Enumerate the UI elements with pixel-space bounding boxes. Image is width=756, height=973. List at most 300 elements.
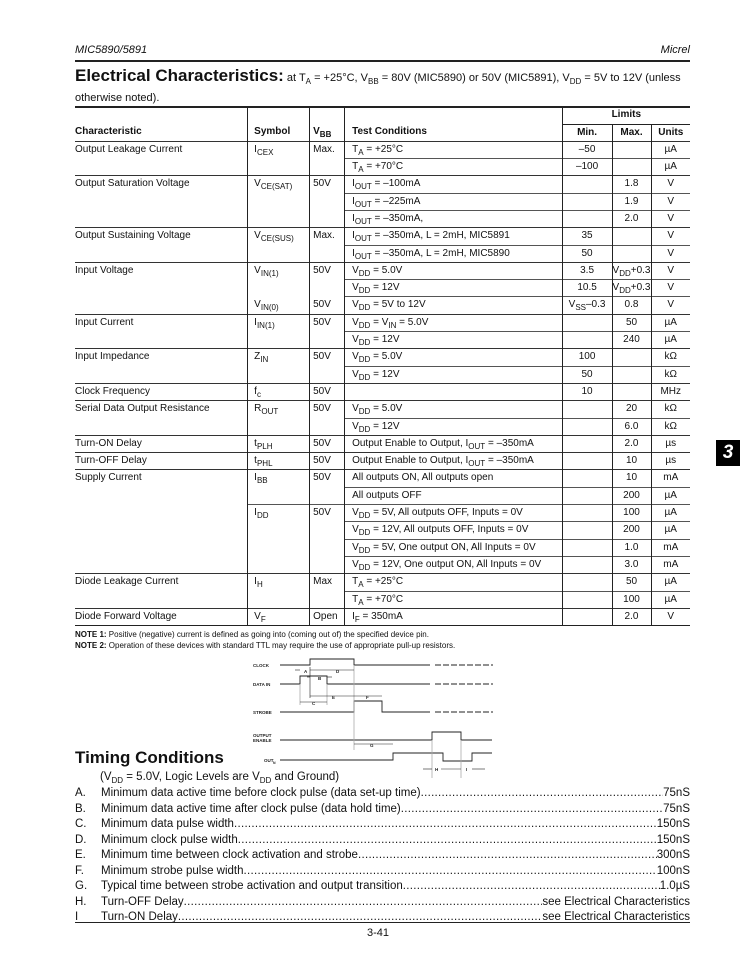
timing-conditions-title: Timing Conditions [75, 748, 224, 767]
max-cell [612, 228, 651, 245]
max-cell: 50 [612, 314, 651, 331]
timing-conditions-subtitle: ($V_{DD} = 5.0V$, Logic Levels are $V_{DD}$ and Ground) [100, 771, 340, 785]
section-title-bold: Electrical Characteristics: [75, 66, 284, 85]
test-conditions-cell: $T_A = +70^\circ C$ [345, 591, 563, 608]
min-cell: 50 [562, 366, 612, 383]
test-conditions-cell: $T_A = +70^\circ C$ [345, 159, 563, 176]
symbol-cell: $V_{IN(0)}$ [248, 297, 310, 314]
characteristic-cell: Input Voltage [75, 262, 248, 279]
table-row [75, 210, 690, 227]
min-cell [562, 591, 612, 608]
min-cell: 50 [562, 245, 612, 262]
max-cell: 10 [612, 470, 651, 487]
min-cell: 100 [562, 349, 612, 366]
test-conditions-cell: $T_A = +25^\circ C$ [345, 141, 563, 158]
test-conditions-cell: $V_{DD} = 5.0V$ [345, 262, 563, 279]
svg-text:ENABLE: ENABLE [253, 738, 272, 743]
leader-dots [401, 802, 663, 818]
svg-text:C: C [312, 701, 316, 706]
units-cell: V [651, 262, 690, 279]
timing-item-letter: D. [75, 833, 87, 846]
table-row [75, 487, 690, 504]
units-cell: mA [651, 470, 690, 487]
units-cell: V [651, 297, 690, 314]
table-row [75, 193, 690, 210]
units-cell: µA [651, 574, 690, 591]
min-cell: 10.5 [562, 280, 612, 297]
col-units: Units [651, 124, 690, 141]
col-characteristic: Characteristic [75, 126, 142, 137]
characteristic-cell: Diode Forward Voltage [75, 608, 248, 625]
test-conditions-cell: $I_F = 350mA$ [345, 608, 563, 625]
units-cell: µA [651, 505, 690, 522]
characteristic-cell: Diode Leakage Current [75, 574, 248, 591]
test-conditions-cell: $I_{OUT} = -350mA$, [345, 210, 563, 227]
test-conditions-cell: $I_{OUT} = -100mA$ [345, 176, 563, 193]
leader-dots [234, 817, 657, 833]
timing-item-value: 300nS [656, 849, 690, 861]
table-row [75, 349, 690, 366]
symbol-cell [248, 332, 310, 349]
col-min: Min. [562, 124, 612, 141]
timing-item [75, 910, 690, 926]
symbol-cell: $V_{IN(1)}$ [248, 262, 310, 279]
max-cell: 1.9 [612, 193, 651, 210]
units-cell: V [651, 228, 690, 245]
characteristic-cell [75, 297, 248, 314]
col-test-conditions: Test Conditions [345, 124, 563, 141]
units-cell: V [651, 210, 690, 227]
leader-dots [421, 786, 664, 802]
svg-text:E: E [332, 695, 336, 700]
test-conditions-cell: $V_{DD} = 5.0V$ [345, 401, 563, 418]
table-row [75, 435, 690, 452]
limits-header: Limits [562, 107, 690, 124]
table-row [75, 574, 690, 591]
table-row [75, 280, 690, 297]
units-cell: kΩ [651, 366, 690, 383]
vbb-cell [310, 366, 345, 383]
svg-text:OUTPUT: OUTPUT [253, 733, 272, 738]
table-bottom-rule [75, 625, 690, 626]
timing-item-text: Turn-ON Delay [101, 911, 178, 923]
max-cell: 240 [612, 332, 651, 349]
max-cell: 2.0 [612, 435, 651, 452]
vbb-cell: 50V [310, 262, 345, 279]
table-row [75, 297, 690, 314]
symbol-cell: $f_c$ [248, 383, 310, 400]
min-cell: 35 [562, 228, 612, 245]
leader-dots [238, 833, 657, 849]
vbb-cell: Max [310, 574, 345, 591]
symbol-cell [248, 210, 310, 227]
units-cell: µA [651, 487, 690, 504]
svg-text:CLOCK: CLOCK [253, 663, 269, 668]
vbb-cell [310, 193, 345, 210]
table-row [75, 522, 690, 539]
units-cell: µA [651, 522, 690, 539]
characteristic-cell [75, 245, 248, 262]
min-cell [562, 539, 612, 556]
svg-text:OUT: OUT [264, 758, 274, 763]
symbol-cell: $I_{CEX}$ [248, 141, 310, 158]
symbol-cell: $V_{CE(SAT)}$ [248, 176, 310, 193]
table-row [75, 608, 690, 625]
max-cell [612, 366, 651, 383]
timing-item-letter: I [75, 911, 79, 923]
min-cell [562, 193, 612, 210]
note-2: NOTE 2: Operation of these devices with standard TTL may require the use of appropriate pull-up resistors. [75, 641, 456, 650]
vbb-cell [310, 522, 345, 539]
table-row [75, 418, 690, 435]
units-cell: µA [651, 332, 690, 349]
vbb-cell: 50V [310, 453, 345, 470]
min-cell [562, 608, 612, 625]
min-cell: –100 [562, 159, 612, 176]
svg-text:N: N [273, 761, 276, 765]
timing-item-text: Turn-OFF Delay [101, 895, 184, 908]
test-conditions-cell: $I_{OUT} = -225mA$ [345, 193, 563, 210]
test-conditions-cell: $V_{DD} = 12V$, One output ON, All Inputs = 0V [345, 556, 563, 573]
characteristic-cell [75, 591, 248, 608]
symbol-cell [248, 591, 310, 608]
min-cell [562, 522, 612, 539]
test-conditions-cell: $T_A = +25^\circ C$ [345, 574, 563, 591]
min-cell [562, 487, 612, 504]
characteristic-cell [75, 539, 248, 556]
vbb-cell [310, 280, 345, 297]
timing-item-text: Minimum data active time after clock pulse (data hold time) [101, 802, 401, 815]
characteristic-cell [75, 487, 248, 504]
characteristic-cell: Turn-OFF Delay [75, 453, 248, 470]
vbb-cell: 50V [310, 435, 345, 452]
vbb-cell: 50V [310, 505, 345, 522]
timing-conditions-list [75, 786, 690, 926]
vbb-cell [310, 245, 345, 262]
units-cell: V [651, 280, 690, 297]
min-cell [562, 176, 612, 193]
characteristic-cell [75, 332, 248, 349]
symbol-cell: $I_H$ [248, 574, 310, 591]
min-cell [562, 401, 612, 418]
vbb-cell [310, 210, 345, 227]
max-cell: 200 [612, 487, 651, 504]
timing-item-value: 75nS [663, 787, 690, 799]
characteristic-cell [75, 556, 248, 573]
test-conditions-cell: $V_{DD} = V_{IN} = 5.0V$ [345, 314, 563, 331]
timing-item-value: 150nS [656, 833, 690, 846]
vbb-cell [310, 159, 345, 176]
doc-brand: Micrel [660, 44, 690, 56]
timing-item [75, 848, 690, 864]
table-row [75, 383, 690, 400]
svg-text:B: B [318, 676, 322, 681]
max-cell: 1.8 [612, 176, 651, 193]
characteristic-cell: Output Sustaining Voltage [75, 228, 248, 245]
vbb-cell [310, 556, 345, 573]
min-cell [562, 470, 612, 487]
table-row [75, 539, 690, 556]
section-title [75, 66, 695, 108]
units-cell: mA [651, 556, 690, 573]
leader-dots [178, 910, 542, 926]
table-row [75, 591, 690, 608]
timing-item-letter: A. [75, 787, 86, 799]
units-cell: µA [651, 314, 690, 331]
characteristic-cell [75, 522, 248, 539]
table-row [75, 141, 690, 158]
vbb-cell: 50V [310, 383, 345, 400]
symbol-cell: $V_F$ [248, 608, 310, 625]
svg-text:I: I [466, 767, 468, 772]
timing-item-letter: B. [75, 802, 86, 815]
timing-diagram [240, 655, 500, 780]
symbol-cell: $t_{PHL}$ [248, 453, 310, 470]
table-row [75, 556, 690, 573]
footer-rule [75, 922, 690, 923]
units-cell: mA [651, 539, 690, 556]
max-cell: 0.8 [612, 297, 651, 314]
characteristic-cell [75, 418, 248, 435]
characteristic-cell: Clock Frequency [75, 383, 248, 400]
units-cell: V [651, 245, 690, 262]
svg-text:DATA IN: DATA IN [253, 682, 271, 687]
timing-item [75, 802, 690, 818]
symbol-cell [248, 366, 310, 383]
max-cell [612, 159, 651, 176]
units-cell: kΩ [651, 418, 690, 435]
table-row [75, 176, 690, 193]
test-conditions-cell: $V_{DD} = 5V$ to 12V [345, 297, 563, 314]
max-cell: 2.0 [612, 608, 651, 625]
col-max: Max. [612, 124, 651, 141]
header-rule [75, 60, 690, 62]
units-cell: V [651, 608, 690, 625]
timing-item-text: Minimum strobe pulse width [101, 864, 244, 877]
min-cell: $V_{SS}-0.3$ [562, 297, 612, 314]
timing-item-text: Minimum clock pulse width [101, 833, 238, 846]
table-body [75, 141, 690, 625]
max-cell: 1.0 [612, 539, 651, 556]
max-cell [612, 141, 651, 158]
vbb-cell: 50V [310, 401, 345, 418]
symbol-cell: $R_{OUT}$ [248, 401, 310, 418]
max-cell: 3.0 [612, 556, 651, 573]
min-cell [562, 556, 612, 573]
symbol-cell [248, 539, 310, 556]
max-cell: 200 [612, 522, 651, 539]
doc-part-number: MIC5890/5891 [75, 44, 148, 56]
symbol-cell [248, 418, 310, 435]
max-cell [612, 349, 651, 366]
vbb-cell: 50V [310, 297, 345, 314]
characteristic-cell [75, 505, 248, 522]
symbol-cell: $I_{BB}$ [248, 470, 310, 487]
characteristic-cell: Output Leakage Current [75, 141, 248, 158]
symbol-cell [248, 245, 310, 262]
min-cell [562, 314, 612, 331]
timing-item [75, 879, 690, 895]
symbol-cell: $V_{CE(SUS)}$ [248, 228, 310, 245]
min-cell [562, 505, 612, 522]
table-row [75, 470, 690, 487]
timing-item-value: see Electrical Characteristics [542, 911, 690, 923]
max-cell: 100 [612, 591, 651, 608]
characteristic-cell [75, 193, 248, 210]
vbb-cell: 50V [310, 314, 345, 331]
characteristic-cell: Supply Current [75, 470, 248, 487]
vbb-cell [310, 591, 345, 608]
table-row [75, 262, 690, 279]
characteristic-cell [75, 210, 248, 227]
notes [75, 629, 455, 651]
table-row [75, 228, 690, 245]
vbb-cell: 50V [310, 349, 345, 366]
test-conditions-cell: $V_{DD} = 12V$ [345, 332, 563, 349]
characteristic-cell [75, 366, 248, 383]
table-row [75, 453, 690, 470]
symbol-cell [248, 487, 310, 504]
timing-item-text: Minimum data active time before clock pulse (data set-up time) [101, 787, 421, 799]
section-tab: 3 [716, 440, 740, 466]
table-row [75, 505, 690, 522]
symbol-cell: $Z_{IN}$ [248, 349, 310, 366]
characteristic-cell: Output Saturation Voltage [75, 176, 248, 193]
test-conditions-cell: $V_{DD} = 5V$, One output ON, All Inputs = 0V [345, 539, 563, 556]
col-vbb: $V_{BB}$ [310, 124, 345, 141]
svg-text:H: H [435, 767, 439, 772]
timing-item [75, 833, 690, 849]
min-cell [562, 332, 612, 349]
timing-item [75, 817, 690, 833]
characteristic-cell: Serial Data Output Resistance [75, 401, 248, 418]
symbol-cell [248, 522, 310, 539]
characteristic-cell: Input Impedance [75, 349, 248, 366]
test-conditions-cell: All outputs OFF [345, 487, 563, 504]
test-conditions-cell: Output Enable to Output, $I_{OUT} = -350mA$ [345, 453, 563, 470]
test-conditions-cell: All outputs ON, All outputs open [345, 470, 563, 487]
table-row [75, 366, 690, 383]
test-conditions-cell: $I_{OUT} = -350mA$, L = 2mH, MIC5891 [345, 228, 563, 245]
max-cell: $V_{DD}+0.3$ [612, 262, 651, 279]
max-cell: 100 [612, 505, 651, 522]
characteristic-cell: Input Current [75, 314, 248, 331]
min-cell [562, 210, 612, 227]
svg-text:A: A [304, 669, 308, 674]
test-conditions-cell: $V_{DD} = 12V$ [345, 418, 563, 435]
table-row [75, 314, 690, 331]
max-cell: 50 [612, 574, 651, 591]
vbb-cell: 50V [310, 176, 345, 193]
timing-item-letter: G. [75, 880, 88, 892]
table-row [75, 332, 690, 349]
test-conditions-cell: $V_{DD} = 12V$ [345, 280, 563, 297]
signal-labels [253, 663, 467, 772]
max-cell: $V_{DD}+0.3$ [612, 280, 651, 297]
vbb-cell [310, 418, 345, 435]
test-conditions-cell: Output Enable to Output, $I_{OUT} = -350mA$ [345, 435, 563, 452]
vbb-cell: Open [310, 608, 345, 625]
characteristic-cell [75, 280, 248, 297]
svg-text:STROBE: STROBE [253, 710, 272, 715]
page-number: 3-41 [366, 927, 390, 939]
characteristic-cell [75, 159, 248, 176]
symbol-cell [248, 159, 310, 176]
max-cell: 20 [612, 401, 651, 418]
symbol-cell: $I_{DD}$ [248, 505, 310, 522]
timing-item-value: 75nS [663, 802, 690, 815]
timing-item-text: Minimum time between clock activation and strobe [101, 849, 358, 861]
test-conditions-cell: $V_{DD} = 12V$, All outputs OFF, Inputs = 0V [345, 522, 563, 539]
units-cell: MHz [651, 383, 690, 400]
timing-item-text: Typical time between strobe activation and output transition [101, 880, 403, 892]
max-cell: 10 [612, 453, 651, 470]
table-row [75, 245, 690, 262]
min-cell: 10 [562, 383, 612, 400]
vbb-cell: Max. [310, 228, 345, 245]
symbol-cell: $t_{PLH}$ [248, 435, 310, 452]
symbol-cell [248, 556, 310, 573]
timing-item [75, 895, 690, 911]
vbb-cell [310, 487, 345, 504]
test-conditions-cell [345, 383, 563, 400]
units-cell: kΩ [651, 349, 690, 366]
timing-item [75, 864, 690, 880]
characteristic-cell: Turn-ON Delay [75, 435, 248, 452]
timing-item-letter: C. [75, 818, 87, 830]
electrical-characteristics-table [75, 107, 690, 626]
timing-item-value: 100nS [656, 864, 690, 877]
min-cell: –50 [562, 141, 612, 158]
timing-item-text: Minimum data pulse width [101, 818, 234, 830]
test-conditions-cell: $V_{DD} = 5V$, All outputs OFF, Inputs = 0V [345, 505, 563, 522]
note-1: NOTE 1: Positive (negative) current is defined as going into (coming out of) the specified device pin. [75, 630, 429, 639]
symbol-cell: $I_{IN(1)}$ [248, 314, 310, 331]
units-cell: V [651, 176, 690, 193]
vbb-cell [310, 332, 345, 349]
units-cell: µs [651, 435, 690, 452]
vbb-cell: 50V [310, 470, 345, 487]
units-cell: kΩ [651, 401, 690, 418]
leader-dots [184, 895, 543, 911]
section-title-conditions: at $T_A = +25^\circ C$, $V_{BB} = 80V$ (MIC5890) or 50V (MIC5891), $V_{DD} = 5V$ to 12V (unless otherwise noted). [75, 72, 681, 104]
min-cell [562, 418, 612, 435]
test-conditions-cell: $V_{DD} = 5.0V$ [345, 349, 563, 366]
col-symbol: Symbol [248, 124, 310, 141]
leader-dots [358, 848, 657, 864]
units-cell: µA [651, 591, 690, 608]
max-cell [612, 245, 651, 262]
timing-item-letter: E. [75, 849, 86, 861]
units-cell: µs [651, 453, 690, 470]
symbol-cell [248, 193, 310, 210]
table-row [75, 401, 690, 418]
max-cell: 6.0 [612, 418, 651, 435]
test-conditions-cell: $V_{DD} = 12V$ [345, 366, 563, 383]
vbb-cell: Max. [310, 141, 345, 158]
max-cell: 2.0 [612, 210, 651, 227]
test-conditions-cell: $I_{OUT} = -350mA$, L = 2mH, MIC5890 [345, 245, 563, 262]
timing-item-value: 150nS [656, 818, 690, 830]
vbb-cell [310, 539, 345, 556]
min-cell [562, 435, 612, 452]
timing-item [75, 786, 690, 802]
svg-text:D: D [336, 669, 340, 674]
units-cell: µA [651, 141, 690, 158]
timing-item-letter: H. [75, 895, 87, 908]
timing-item-value: 1.0µS [659, 880, 690, 892]
units-cell: V [651, 193, 690, 210]
